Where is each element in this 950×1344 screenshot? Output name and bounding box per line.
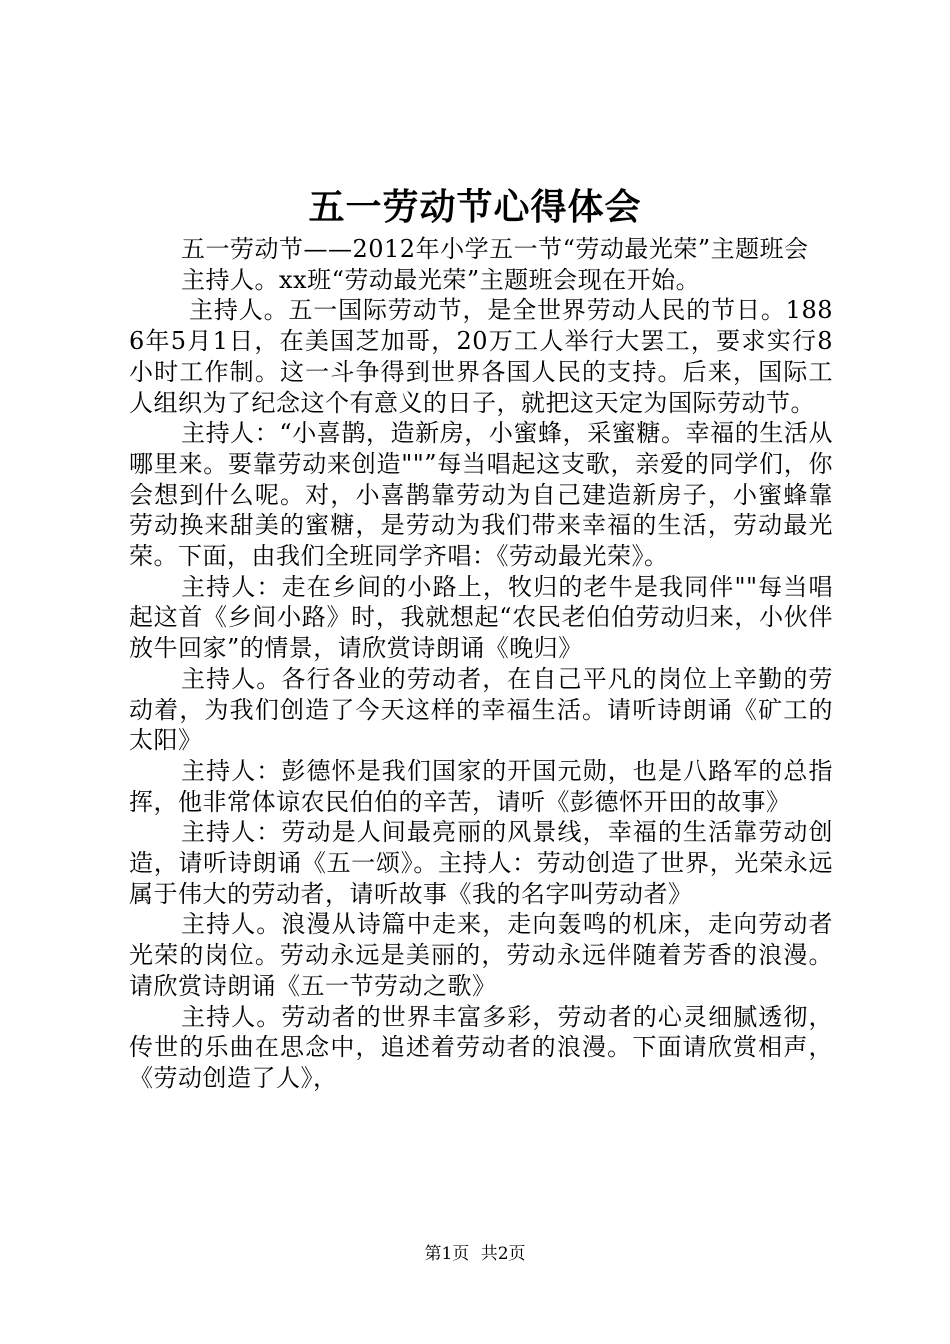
paragraph: 主持人：“小喜鹊，造新房，小蜜蜂，采蜜糖。幸福的生活从哪里来。要靠劳动来创造""”每当唱起这支歌，亲爱的同学们，你会想到什么呢。对，小喜鹊靠劳动为自己建造新房子，小蜜蜂靠劳动换来甜美的蜜糖，是劳动为我们带来幸福的生活，劳动最光荣。下面，由我们全班同学齐唱：《劳动最光荣》。 xyxy=(129,419,833,571)
paragraph: 主持人。各行各业的劳动者，在自己平凡的岗位上辛勤的劳动着，为我们创造了今天这样的幸福生活。请听诗朗诵《矿工的太阳》 xyxy=(129,664,833,755)
document-body xyxy=(129,234,833,1094)
paragraph: 主持人。浪漫从诗篇中走来，走向轰鸣的机床，走向劳动者光荣的岗位。劳动永远是美丽的，劳动永远伴随着芳香的浪漫。请欣赏诗朗诵《五一节劳动之歌》 xyxy=(129,910,833,1000)
paragraph: 主持人：彭德怀是我们国家的开国元勋，也是八路军的总指挥，他非常体谅农民伯伯的辛苦，请听《彭德怀开田的故事》 xyxy=(129,756,833,816)
paragraph: 主持人。五一国际劳动节，是全世界劳动人民的节日。1886年5月1日，在美国芝加哥，20万工人举行大罢工，要求实行8小时工作制。这一斗争得到世界各国人民的支持。后来，国际工人组织为了纪念这个有意义的日子，就把这天定为国际劳动节。 xyxy=(129,296,833,417)
paragraph: 主持人。劳动者的世界丰富多彩，劳动者的心灵细腻透彻，传世的乐曲在思念中，追述着劳动者的浪漫。下面请欣赏相声，《劳动创造了人》， xyxy=(129,1002,833,1092)
page-footer xyxy=(0,1242,950,1266)
paragraph-subtitle: 五一劳动节——2012年小学五一节“劳动最光荣”主题班会 xyxy=(181,235,809,263)
page-total: 共2页 xyxy=(480,1244,526,1264)
paragraph: 主持人：走在乡间的小路上，牧归的老牛是我同伴""每当唱起这首《乡间小路》时，我就想起“农民老伯伯劳动归来，小伙伴放牛回家”的情景，请欣赏诗朗诵《晚归》 xyxy=(129,572,833,663)
paragraph: 主持人。xx班“劳动最光荣”主题班会现在开始。 xyxy=(181,265,701,294)
paragraph: 主持人：劳动是人间最亮丽的风景线，幸福的生活靠劳动创造，请听诗朗诵《五一颂》。主持人：劳动创造了世界，光荣永远属于伟大的劳动者，请听故事《我的名字叫劳动者》 xyxy=(129,818,833,908)
page-number: 第1页 xyxy=(424,1244,470,1264)
document-title: 五一劳动节心得体会 xyxy=(308,186,642,228)
